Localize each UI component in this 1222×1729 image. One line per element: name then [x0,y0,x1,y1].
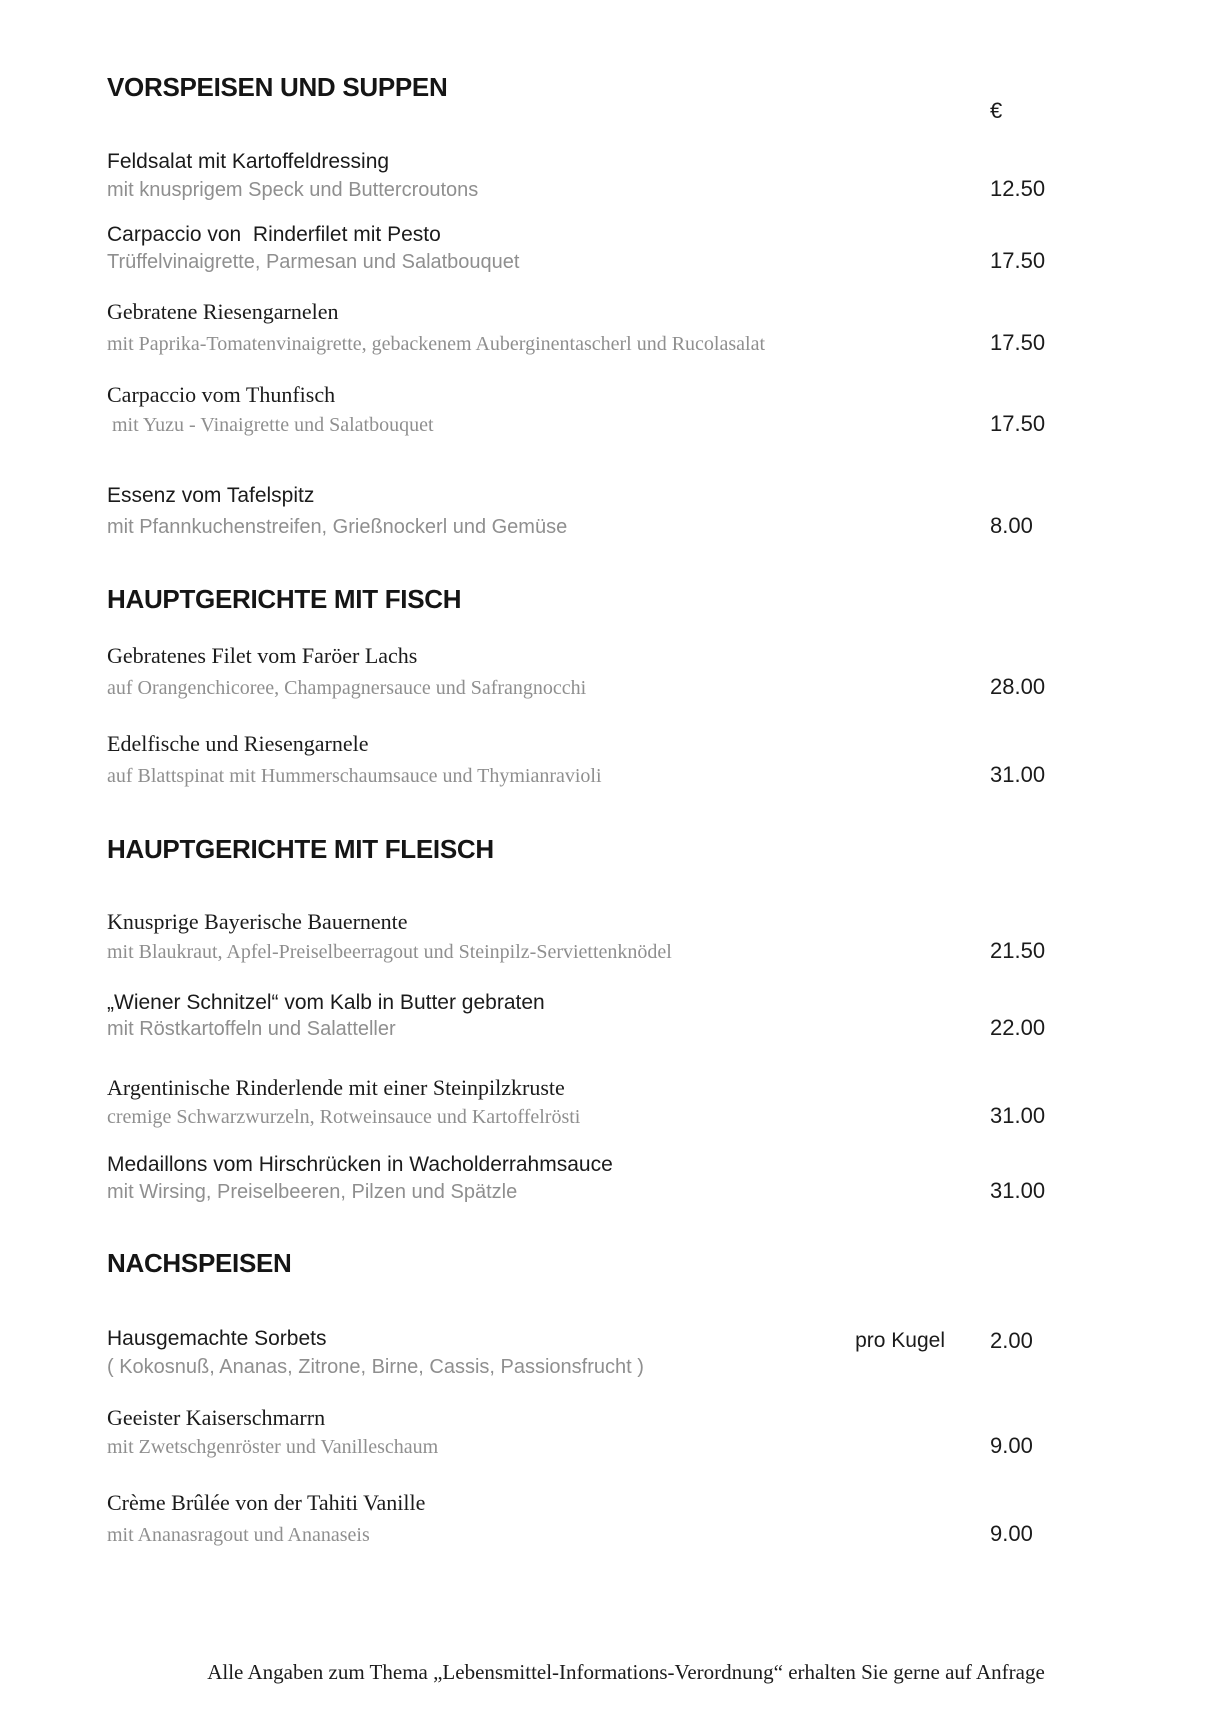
item-description: mit Ananasragout und Ananaseis [107,1524,370,1546]
item-title: Gebratenes Filet vom Faröer Lachs [107,643,418,668]
item-description: mit Röstkartoffeln und Salatteller [107,1018,396,1040]
item-description: mit knusprigem Speck und Buttercroutons [107,179,479,201]
item-title: Edelfische und Riesengarnele [107,731,369,756]
item-description: mit Yuzu - Vinaigrette und Salatbouquet [112,414,434,436]
item-title: Hausgemachte Sorbets [107,1327,327,1350]
item-price: 31.00 [990,762,1046,787]
item-title: Argentinische Rinderlende mit einer Steinpilzkruste [107,1075,565,1100]
item-price: 31.00 [990,1178,1046,1203]
item-price: 17.50 [990,248,1046,273]
item-price: 31.00 [990,1103,1046,1128]
item-description: mit Wirsing, Preiselbeeren, Pilzen und Spätzle [107,1181,518,1203]
footer-note: Alle Angaben zum Thema „Lebensmittel-Informations-Verordnung“ erhalten Sie gerne auf Anfrage [207,1660,1045,1684]
item-price: 9.00 [990,1521,1033,1546]
currency-symbol: € [990,98,1003,123]
item-price: 17.50 [990,330,1046,355]
item-description: auf Orangenchicoree, Champagnersauce und Safrangnocchi [107,677,587,699]
item-title: Gebratene Riesengarnelen [107,299,339,324]
item-title: Knusprige Bayerische Bauernente [107,909,408,934]
item-price: 22.00 [990,1015,1046,1040]
item-price: 21.50 [990,938,1046,963]
item-description: cremige Schwarzwurzeln, Rotweinsauce und Kartoffelrösti [107,1106,581,1128]
item-description: mit Paprika-Tomatenvinaigrette, gebackenem Auberginentascherl und Rucolasalat [107,333,766,355]
item-price: 17.50 [990,411,1046,436]
item-price: 8.00 [990,513,1033,538]
section-heading-vorspeisen: VORSPEISEN UND SUPPEN [107,72,448,102]
item-description: mit Blaukraut, Apfel-Preiselbeerragout und Steinpilz-Serviettenknödel [107,941,672,963]
item-title: Medaillons vom Hirschrücken in Wacholderrahmsauce [107,1153,613,1176]
item-description: mit Zwetschgenröster und Vanilleschaum [107,1436,439,1458]
item-price: 2.00 [990,1328,1033,1353]
item-price: 9.00 [990,1433,1033,1458]
item-description: mit Pfannkuchenstreifen, Grießnockerl und Gemüse [107,516,568,538]
item-title: Crème Brûlée von der Tahiti Vanille [107,1490,426,1515]
section-heading-fleisch: HAUPTGERICHTE MIT FLEISCH [107,834,494,864]
item-description: ( Kokosnuß, Ananas, Zitrone, Birne, Cassis, Passionsfrucht ) [107,1356,644,1378]
item-title: Essenz vom Tafelspitz [107,484,315,507]
item-title: „Wiener Schnitzel“ vom Kalb in Butter gebraten [107,991,545,1014]
item-price: 28.00 [990,674,1046,699]
section-heading-nachspeisen: NACHSPEISEN [107,1248,292,1278]
item-title: Geeister Kaiserschmarrn [107,1405,326,1430]
item-title: Feldsalat mit Kartoffeldressing [107,150,390,173]
item-title: Carpaccio vom Thunfisch [107,382,336,407]
unit-label: pro Kugel [855,1329,945,1352]
item-title: Carpaccio von Rinderfilet mit Pesto [107,223,441,246]
item-price: 12.50 [990,176,1046,201]
item-description: Trüffelvinaigrette, Parmesan und Salatbouquet [107,251,520,273]
item-description: auf Blattspinat mit Hummerschaumsauce und Thymianravioli [107,765,602,787]
section-heading-fisch: HAUPTGERICHTE MIT FISCH [107,584,462,614]
